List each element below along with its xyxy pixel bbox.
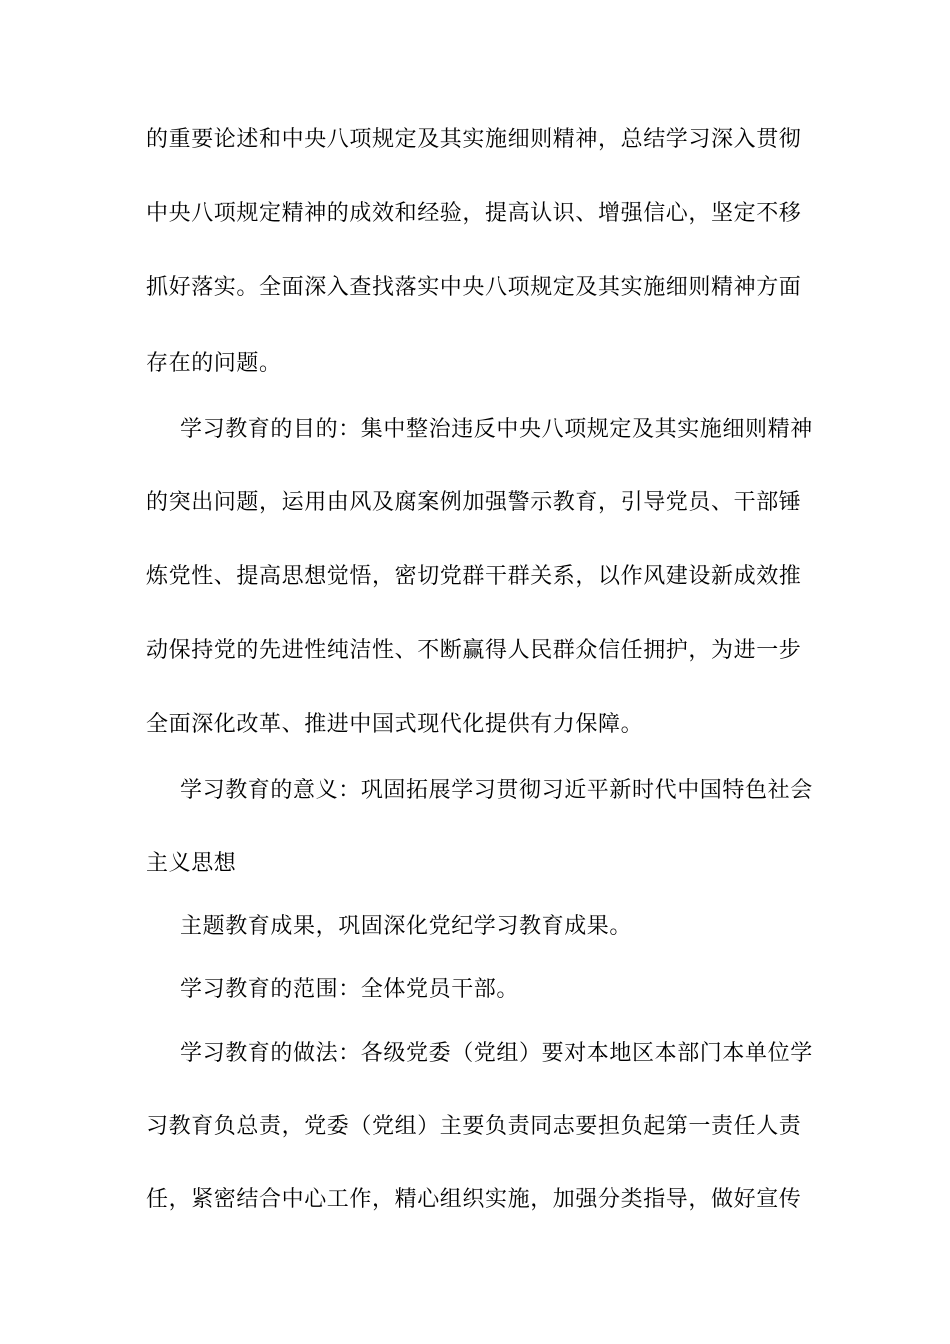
text-line-5: 学习教育的目的：集中整治违反中央八项规定及其实施细则精神: [180, 417, 813, 442]
text-line-7: 炼党性、提高思想觉悟，密切党群干群关系，以作风建设新成效推: [146, 564, 802, 589]
text-line-3: 抓好落实。全面深入查找落实中央八项规定及其实施细则精神方面: [146, 275, 802, 300]
text-line-12: 主题教育成果，巩固深化党纪学习教育成果。: [180, 914, 633, 939]
text-line-16: 任，紧密结合中心工作，精心组织实施，加强分类指导，做好宣传: [146, 1187, 802, 1212]
text-line-9: 全面深化改革、推进中国式现代化提供有力保障。: [146, 712, 644, 737]
text-line-10: 学习教育的意义：巩固拓展学习贯彻习近平新时代中国特色社会: [180, 778, 813, 803]
text-line-8: 动保持党的先进性纯洁性、不断赢得人民群众信任拥护，为进一步: [146, 638, 802, 663]
text-line-2: 中央八项规定精神的成效和经验，提高认识、增强信心，坚定不移: [146, 201, 802, 226]
text-line-1: 的重要论述和中央八项规定及其实施细则精神，总结学习深入贯彻: [146, 127, 802, 152]
text-line-6: 的突出问题，运用由风及腐案例加强警示教育，引导党员、干部锤: [146, 490, 802, 515]
text-line-4: 存在的问题。: [146, 351, 282, 376]
text-line-15: 习教育负总责，党委（党组）主要负责同志要担负起第一责任人责: [146, 1114, 802, 1139]
text-line-11: 主义思想: [146, 851, 237, 876]
text-line-14: 学习教育的做法：各级党委（党组）要对本地区本部门本单位学: [180, 1041, 813, 1066]
text-line-13: 学习教育的范围：全体党员干部。: [180, 977, 520, 1002]
